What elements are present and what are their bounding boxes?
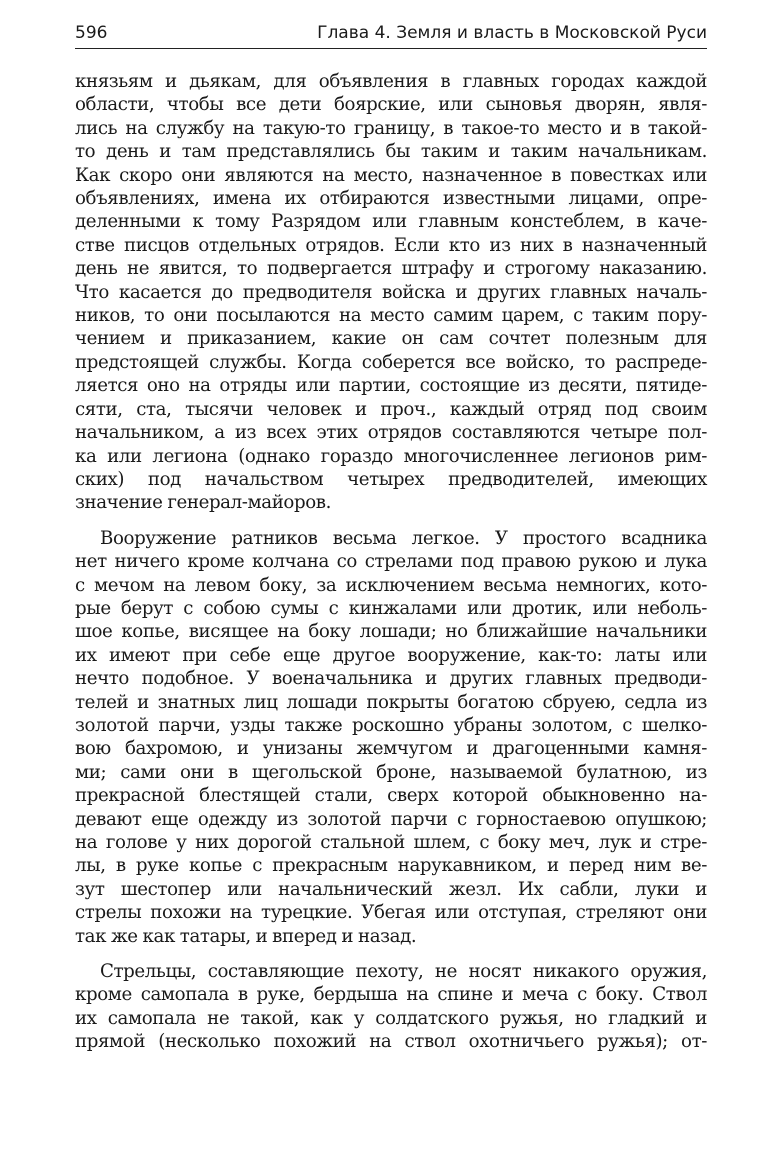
text-line: прекрасной блестящей стали, сверх которой обыкновенно на- (75, 785, 707, 807)
text-line: с мечом на левом боку, за исключением весьма немногих, кото- (75, 574, 707, 596)
text-line: нет ничего кроме колчана со стрелами под правою рукою и лука (75, 551, 707, 573)
text-line: кроме самопала в руке, бердыша на спине и меча с боку. Ствол (75, 984, 707, 1006)
text-line: день не явится, то подвергается штрафу и строгому наказанию. (75, 258, 707, 280)
text-line: Стрельцы, составляющие пехоту, не носят никакого оружия, (100, 961, 707, 983)
text-line: сяти, ста, тысячи человек и проч., каждый отряд под своим (75, 398, 707, 420)
paragraph (75, 527, 707, 948)
text-line: ка или легиона (однако гораздо многочисленнее легионов рим- (75, 445, 707, 467)
text-line: нечто подобное. У военачальника и других главных предводи- (75, 668, 707, 690)
text-line: вою бахромою, и унизаны жемчугом и драгоценными камня- (75, 738, 707, 760)
text-line: стве писцов отдельных отрядов. Если кто из них в назначенный (75, 234, 707, 256)
body-text (75, 70, 707, 1066)
text-line: лы, в руке копье с прекрасным нарукавником, и перед ним ве- (75, 855, 707, 877)
text-line: лись на службу на такую-то границу, в такое-то место и в такой- (75, 117, 707, 139)
text-line: прямой (несколько похожий на ствол охотничьего ружья); от- (75, 1031, 707, 1053)
text-line: начальником, а из всех этих отрядов составляются четыре пол- (75, 422, 707, 444)
text-line: их имеют при себе еще другое вооружение, как-то: латы или (75, 644, 707, 666)
text-line: Вооружение ратников весьма легкое. У простого всадника (100, 527, 707, 549)
text-line: то день и там представлялись бы таким и таким начальникам. (75, 141, 707, 163)
text-line: деленными к тому Разрядом или главным констеблем, в каче- (75, 211, 707, 233)
text-line: золотой парчи, узды также роскошно убраны золотом, с шелко- (75, 714, 707, 736)
running-title: Глава 4. Земля и власть в Московской Руси (317, 23, 707, 43)
text-line: шое копье, висящее на боку лошади; но ближайшие начальники (75, 621, 707, 643)
text-line: ми; сами они в щегольской броне, называемой булатною, из (75, 761, 707, 783)
text-line: князьям и дьякам, для объявления в главных городах каждой (75, 71, 707, 92)
text-line: объявлениях, имена их отбираются известными лицами, опре- (75, 188, 707, 210)
text-line: так же как татары, и вперед и назад. (75, 925, 417, 947)
text-line: рые берут с собою сумы с кинжалами или дротик, или неболь- (75, 597, 707, 619)
text-line: значение генерал-майоров. (75, 492, 331, 514)
paragraph (75, 960, 707, 1054)
page-header (75, 18, 707, 49)
text-line: Что касается до предводителя войска и других главных началь- (75, 281, 707, 303)
text-line: Как скоро они являются на место, назначенное в повестках или (75, 164, 707, 186)
text-line: ников, то они посылаются на место самим царем, с таким пору- (75, 305, 707, 327)
text-line: предстоящей службы. Когда соберется все войско, то распреде- (75, 351, 707, 373)
text-line: их самопала не такой, как у солдатского ружья, но гладкий и (75, 1007, 707, 1029)
text-line: чением и приказанием, какие он сам сочтет полезным для (75, 328, 707, 350)
paragraph (75, 70, 707, 515)
text-line: зут шестопер или начальнический жезл. Их сабли, луки и (75, 878, 707, 900)
text-line: телей и знатных лиц лошади покрыты богатою сбруею, седла из (75, 691, 707, 713)
page-number: 596 (75, 23, 108, 43)
text-line: девают еще одежду из золотой парчи с горностаевою опушкою; (75, 808, 707, 830)
text-line: на голове у них дорогой стальной шлем, с боку меч, лук и стре- (75, 832, 707, 853)
text-line: области, чтобы все дети боярские, или сыновья дворян, явля- (75, 94, 707, 116)
text-line: ских) под начальством четырех предводителей, имеющих (75, 468, 707, 490)
text-line: стрелы похожи на турецкие. Убегая или отступая, стреляют они (75, 902, 707, 924)
text-line: ляется оно на отряды или партии, состоящие из десяти, пятиде- (75, 375, 707, 397)
